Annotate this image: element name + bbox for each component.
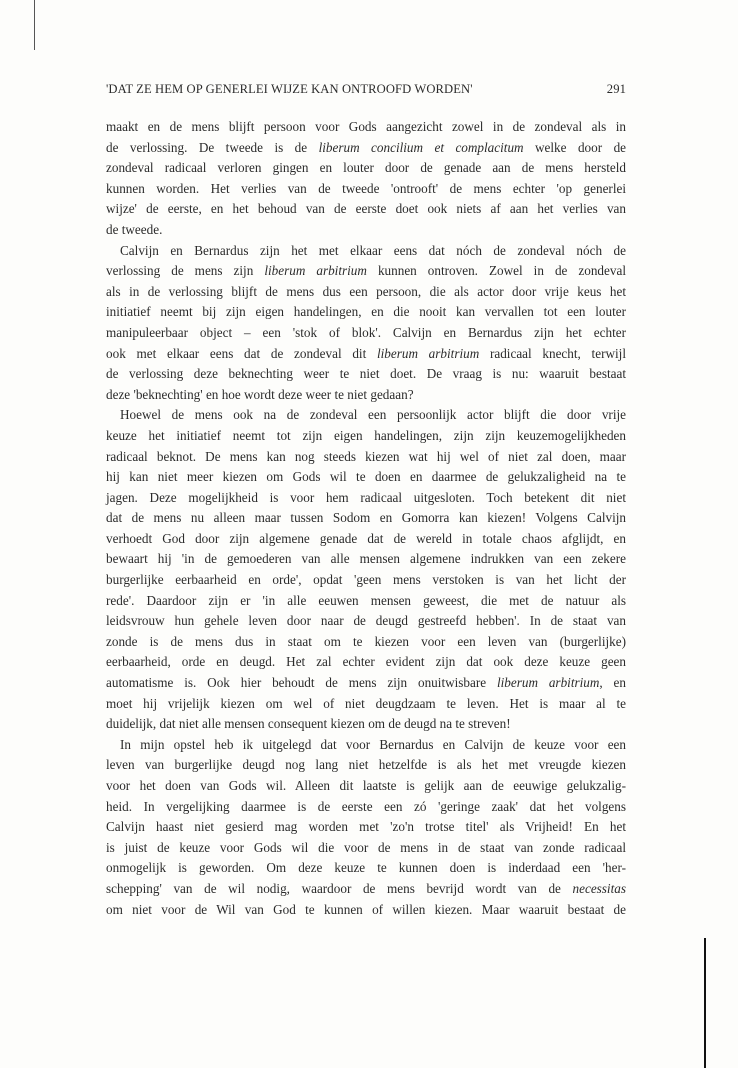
text-line: Hoewel de mens ook na de zondeval een persoonlijk actor blijft die door vrije: [120, 407, 626, 423]
text-line: verlossing de mens zijn liberum arbitrium kunnen ontroven. Zowel in de zondeval: [106, 263, 626, 279]
text-line: de verlossing deze beknechting weer te niet doet. De vraag is nu: waaruit bestaat: [106, 366, 626, 382]
text-line: de verlossing. De tweede is de liberum concilium et complacitum welke door de: [106, 139, 627, 155]
italic-term: liberum arbitrium: [264, 263, 367, 279]
paragraph: [106, 241, 626, 406]
text-line: moet hij vrijelijk kiezen om wel of niet deugdzaam te leven. Het is maar al te: [106, 695, 626, 711]
text-line: keuze het initiatief neemt tot zijn eigen handelingen, zijn zijn keuzemogelijkheden: [106, 427, 626, 443]
text-line: verhoedt God door zijn algemene genade dat de wereld in totale chaos afglijdt, en: [106, 530, 626, 546]
page-number: 291: [606, 82, 626, 96]
text-line: om niet voor de Wil van God te kunnen of willen kiezen. Maar waaruit bestaat de: [106, 901, 626, 917]
italic-term: necessitas: [572, 880, 626, 896]
text-line: rede'. Daardoor zijn er 'in alle eeuwen mensen geweest, die met de natuur als: [106, 592, 626, 608]
text-line: jagen. Deze mogelijkheid is voor hem radicaal uitgesloten. Toch betekent dit niet: [106, 489, 626, 505]
italic-term: liberum arbitrium: [496, 675, 600, 691]
text-line: onmogelijk is geworden. Om deze keuze te kunnen doen is inderdaad een 'her-: [106, 860, 626, 876]
text-line: maakt en de mens blijft persoon voor Gods aangezicht zowel in de zondeval als in: [106, 119, 626, 134]
paragraph: [106, 117, 626, 241]
text-line: initiatief neemt bij zijn eigen handelingen, en die nooit kan vervallen tot een louter: [106, 304, 626, 320]
text-line: duidelijk, dat niet alle mensen consequent kiezen om de deugd na te streven!: [106, 716, 511, 732]
text-line: zondeval radicaal verloren gingen en louter door de genade aan de mens hersteld: [106, 160, 626, 176]
text-line: deze 'beknechting' en hoe wordt deze weer te niet gedaan?: [106, 386, 414, 402]
text-line: manipuleerbaar object – een 'stok of blok'. Calvijn en Bernardus zijn het echter: [106, 324, 626, 340]
text-line: voor het doen van Gods wil. Alleen dit laatste is gelijk aan de eeuwige gelukzalig-: [106, 778, 626, 793]
paragraph: [106, 405, 626, 735]
text-line: automatisme is. Ook hier behoudt de mens zijn onuitwisbare liberum arbitrium, en: [106, 675, 626, 691]
scan-edge-left: [34, 0, 35, 50]
text-line: als in de verlossing blijft de mens dus een persoon, die als actor door vrije keus het: [106, 283, 626, 299]
italic-term: liberum concilium et complacitum: [318, 139, 524, 155]
text-line: leidsvrouw hun gehele leven door naar de deugd gestreefd hebben'. In de staat van: [106, 613, 626, 629]
text-line: Calvijn en Bernardus zijn het met elkaar eens dat nóch de zondeval nóch de: [120, 242, 626, 258]
text-line: radicaal beknot. De mens kan nog steeds kiezen wat hij wel of niet zal doen, maar: [106, 448, 626, 464]
scan-edge-right: [704, 938, 706, 1068]
text-line: de tweede.: [106, 221, 163, 237]
text-line: kunnen worden. Het verlies van de tweede 'ontrooft' de mens echter 'op generlei: [106, 180, 626, 196]
text-line: leven van burgerlijke deugd nog lang niet hetzelfde is als het met vreugde kiezen: [106, 757, 626, 773]
text-line: hij kan niet meer kiezen om Gods wil te doen en daarmee de gelukzaligheid na te: [106, 469, 626, 485]
text-line: ook met elkaar eens dat de zondeval dit liberum arbitrium radicaal knecht, terwijl: [106, 345, 626, 361]
text-line: In mijn opstel heb ik uitgelegd dat voor Bernardus en Calvijn de keuze voor een: [120, 736, 626, 752]
body-text: [106, 117, 626, 920]
text-line: is juist de keuze voor Gods wil die voor de mens in de staat van zonde radicaal: [106, 839, 626, 855]
italic-term: liberum arbitrium: [376, 345, 480, 361]
text-line: Calvijn haast niet gesierd mag worden met 'zo'n trotse titel' als Vrijheid! En het: [106, 819, 626, 835]
text-line: zonde is de mens dus in staat om te kiezen voor een leven van (burgerlijke): [106, 633, 626, 649]
text-line: bewaart hij 'in de gemoederen van alle mensen algemene indrukken van een zekere: [106, 551, 626, 567]
text-line: heid. In vergelijking daarmee is de eerste een zó 'geringe zaak' dat het volgens: [106, 798, 626, 814]
text-line: burgerlijke eerbaarheid en orde', opdat 'geen mens verstoken is van het licht der: [106, 572, 626, 588]
paragraph: [106, 735, 626, 920]
text-line: dat de mens nu alleen maar tussen Sodom en Gomorra kan kiezen! Volgens Calvijn: [106, 510, 626, 526]
text-line: wijze' de eerste, en het behoud van de eerste doet ook niets af aan het verlies van: [106, 201, 626, 217]
running-title: 'DAT ZE HEM OP GENERLEI WIJZE KAN ONTROOFD WORDEN': [106, 82, 473, 96]
text-line: eerbaarheid, orde en deugd. Het zal echter evident zijn dat ook deze keuze geen: [106, 654, 626, 670]
text-line: schepping' van de wil nodig, waardoor de mens bevrijd wordt van de necessitas: [106, 880, 626, 896]
